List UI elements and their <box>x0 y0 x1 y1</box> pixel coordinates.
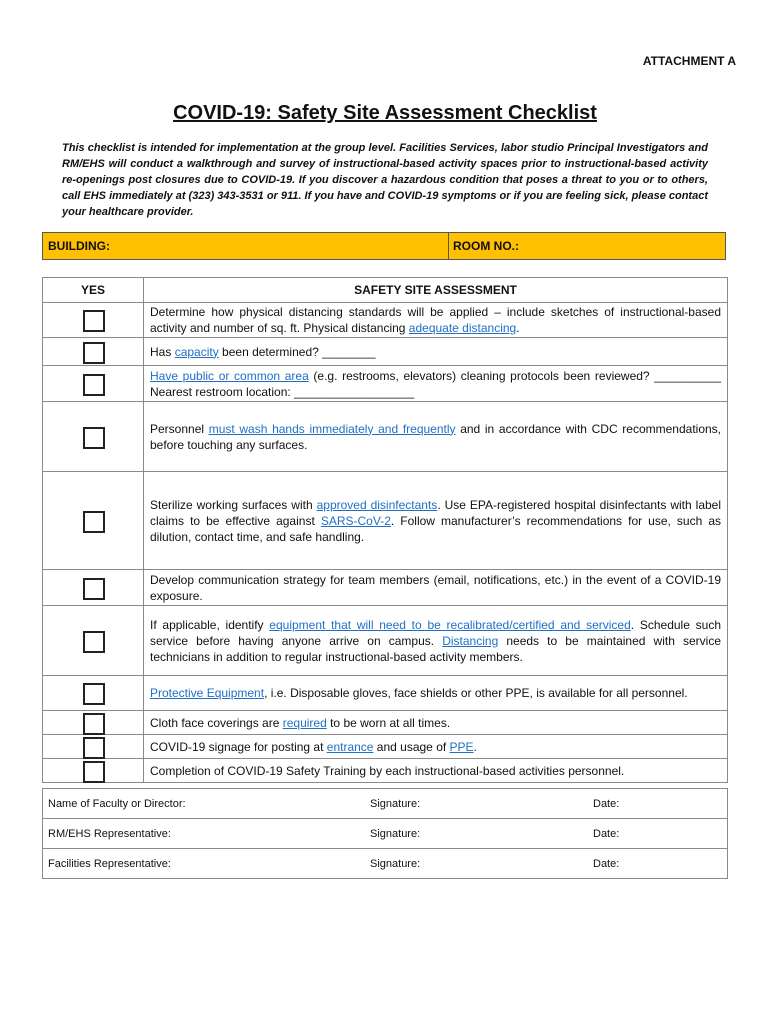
wash-hands-link[interactable]: must wash hands immediately and frequently <box>208 421 456 436</box>
table-row <box>43 338 728 366</box>
table-row <box>43 402 728 472</box>
yes-checkbox[interactable] <box>83 737 105 759</box>
assessment-text: Cloth face coverings are required to be worn at all times. <box>150 715 451 730</box>
adequate-distancing-link[interactable]: adequate distancing <box>408 321 517 335</box>
assessment-text: Completion of COVID-19 Safety Training by each instructional-based activities personnel. <box>150 763 625 778</box>
signature-field[interactable]: Signature: <box>365 789 588 819</box>
sars-cov-2-link[interactable]: SARS-CoV-2 <box>320 513 391 528</box>
table-row <box>43 711 728 735</box>
assessment-text: Sterilize working surfaces with approved disinfectants. Use EPA-registered hospital disinfectants with label claims to be effective against SARS-CoV-2. Follow manufacturer’s recommendations for use, such as dilution, contact time, and safe handling. <box>150 497 722 544</box>
assessment-text: Determine how physical distancing standards will be applied – include sketches of instructional-based activity and number of sq. ft. Physical distancing adequate distancing. <box>150 305 721 335</box>
ppe-link[interactable]: PPE <box>449 739 474 754</box>
date-field[interactable]: Date: <box>588 849 728 879</box>
signature-row <box>43 849 728 879</box>
entrance-link[interactable]: entrance <box>326 739 374 754</box>
signature-table <box>42 788 728 879</box>
yes-checkbox[interactable] <box>83 427 105 449</box>
common-area-link[interactable]: Have public or common area <box>150 368 309 383</box>
assessment-column-header: SAFETY SITE ASSESSMENT <box>144 278 728 303</box>
date-field[interactable]: Date: <box>588 819 728 849</box>
intro-paragraph: This checklist is intended for implementation at the group level. Facilities Services, labor studio Principal Investigators and RM/EHS will conduct a walkthrough and survey of instructional-based activity spaces prior to instructional-based activity re-openings post closures due to COVID-19. If you discover a hazardous condition that poses a threat to you or to others, call EHS immediately at (323) 343-3531 or 911. If you have and COVID-19 symptoms or if you are feeling sick, please contact your healthcare provider. <box>62 142 708 218</box>
yes-column-header: YES <box>43 278 144 303</box>
protective-equipment-link[interactable]: Protective Equipment <box>150 686 265 700</box>
assessment-text: Have public or common area (e.g. restrooms, elevators) cleaning protocols been reviewed? __________ Nearest restroom location: __________________ <box>150 368 721 399</box>
assessment-text: If applicable, identify equipment that will need to be recalibrated/certified and serviced. Schedule such service before having anyone arrive on campus. Distancing needs to be maintained with service technicians in addition to regular instructional-based activity members. <box>150 617 721 664</box>
assessment-text: Has capacity been determined? ________ <box>150 344 376 359</box>
approved-disinfectants-link[interactable]: approved disinfectants <box>316 497 438 512</box>
yes-checkbox[interactable] <box>83 713 105 735</box>
signature-field[interactable]: Signature: <box>365 849 588 879</box>
yes-checkbox[interactable] <box>83 374 105 396</box>
date-field[interactable]: Date: <box>588 789 728 819</box>
capacity-link[interactable]: capacity <box>174 344 219 359</box>
yes-checkbox[interactable] <box>83 631 105 653</box>
yes-checkbox[interactable] <box>83 342 105 364</box>
table-row <box>43 606 728 676</box>
room-field[interactable]: ROOM NO.: <box>453 239 519 253</box>
facilities-representative-field[interactable]: Facilities Representative: <box>43 849 366 879</box>
table-row <box>43 676 728 711</box>
table-row <box>43 735 728 759</box>
yes-checkbox[interactable] <box>83 511 105 533</box>
table-row <box>43 570 728 606</box>
table-row <box>43 303 728 338</box>
table-row <box>43 366 728 402</box>
table-row <box>43 472 728 570</box>
signature-row <box>43 819 728 849</box>
rm-ehs-representative-field[interactable]: RM/EHS Representative: <box>43 819 366 849</box>
distancing-link[interactable]: Distancing <box>442 633 499 648</box>
location-bar <box>42 232 726 260</box>
signature-field[interactable]: Signature: <box>365 819 588 849</box>
yes-checkbox[interactable] <box>83 310 105 332</box>
building-field[interactable]: BUILDING: <box>43 233 449 259</box>
required-link[interactable]: required <box>282 715 327 730</box>
assessment-table <box>42 277 728 783</box>
page-title: COVID-19: Safety Site Assessment Checklist <box>173 102 597 124</box>
yes-checkbox[interactable] <box>83 683 105 705</box>
assessment-text: COVID-19 signage for posting at entrance and usage of PPE. <box>150 739 477 754</box>
attachment-label: ATTACHMENT A <box>642 54 736 68</box>
assessment-text: Personnel must wash hands immediately and frequently and in accordance with CDC recommendations, before touching any surfaces. <box>150 421 722 452</box>
table-header-row <box>43 278 728 303</box>
signature-row <box>43 789 728 819</box>
assessment-text: Protective Equipment, i.e. Disposable gloves, face shields or other PPE, is available for all personnel. <box>150 686 688 700</box>
assessment-text: Develop communication strategy for team members (email, notifications, etc.) in the event of a COVID-19 exposure. <box>150 572 721 603</box>
faculty-director-field[interactable]: Name of Faculty or Director: <box>43 789 366 819</box>
yes-checkbox[interactable] <box>83 578 105 600</box>
table-row <box>43 759 728 783</box>
yes-checkbox[interactable] <box>83 761 105 783</box>
equipment-recalibration-link[interactable]: equipment that will need to be recalibrated/certified and serviced <box>269 617 631 632</box>
